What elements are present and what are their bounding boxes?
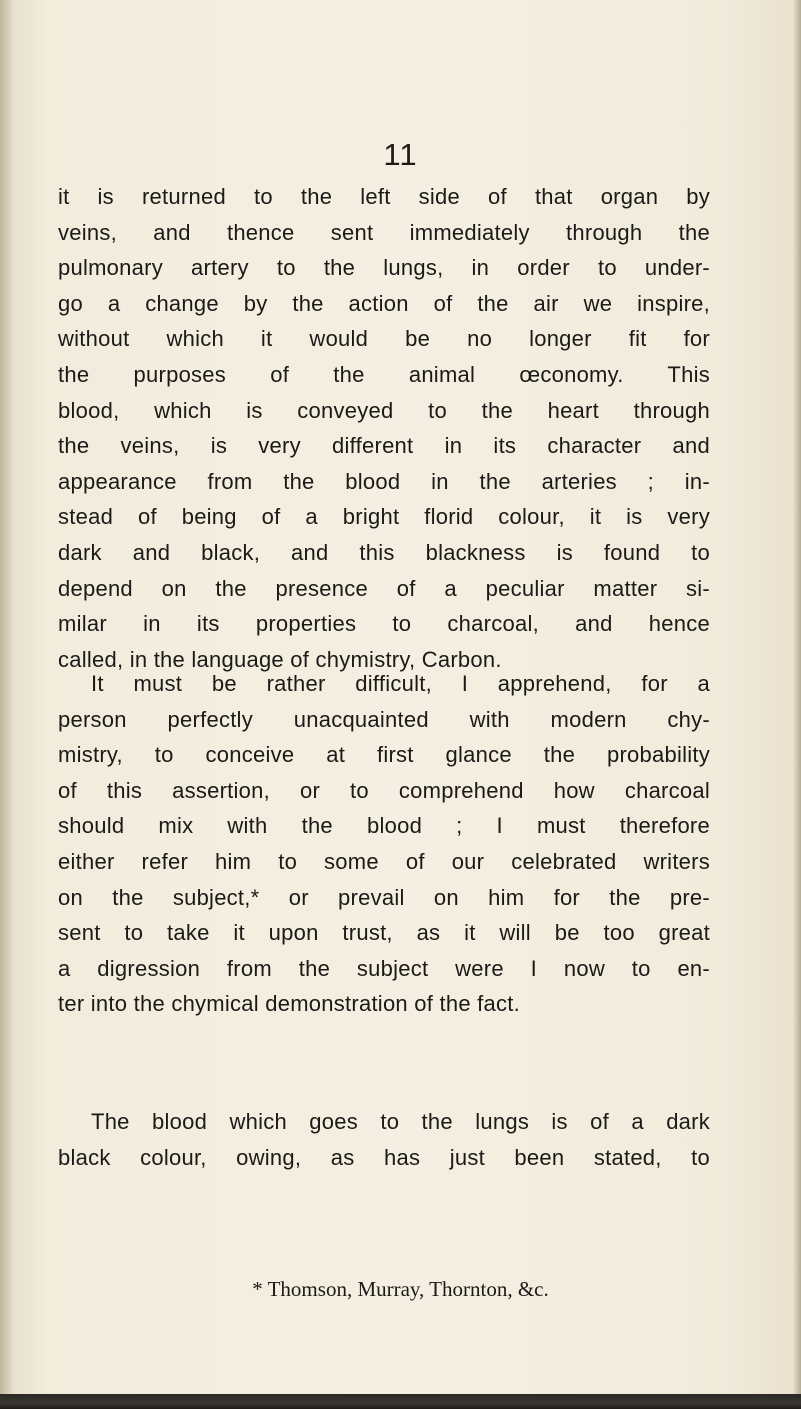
text-line: dark and black, and this blackness is found to xyxy=(58,539,710,565)
text-line: veins, and thence sent immediately through the xyxy=(58,219,710,245)
text-line: called, in the language of chymistry, Carbon. xyxy=(58,646,502,672)
text-line: milar in its properties to charcoal, and hence xyxy=(58,611,710,637)
text-line: blood, which is conveyed to the heart through xyxy=(58,397,710,423)
text-line: go a change by the action of the air we inspire, xyxy=(58,290,710,316)
text-line: appearance from the blood in the arteries ; in- xyxy=(58,468,710,494)
text-line: on the subject,* or prevail on him for the pre- xyxy=(58,884,710,910)
text-line: ter into the chymical demonstration of the fact. xyxy=(58,991,521,1017)
text-line: either refer him to some of our celebrated writers xyxy=(58,848,710,874)
text-line: It must be rather difficult, I apprehend, for a xyxy=(91,671,710,696)
text-line: sent to take it upon trust, as it will be too great xyxy=(58,920,710,946)
text-line: it is returned to the left side of that organ by xyxy=(58,184,710,209)
paragraph-1 xyxy=(58,179,710,677)
text-line: pulmonary artery to the lungs, in order to under- xyxy=(58,255,710,281)
paragraph-2 xyxy=(58,666,710,1022)
text-line: person perfectly unacquainted with modern chy- xyxy=(58,706,710,732)
footnote: * Thomson, Murray, Thornton, &c. xyxy=(252,1277,549,1301)
text-line: mistry, to conceive at first glance the probability xyxy=(58,742,710,768)
text-line: a digression from the subject were I now to en- xyxy=(58,955,710,981)
text-line: should mix with the blood ; I must therefore xyxy=(58,813,710,839)
text-line: The blood which goes to the lungs is of a dark xyxy=(91,1109,710,1134)
text-line: depend on the presence of a peculiar matter si- xyxy=(58,575,710,601)
binding-gutter-shadow xyxy=(0,0,14,1409)
page-number: 11 xyxy=(383,137,418,172)
text-line: without which it would be no longer fit for xyxy=(58,326,710,352)
text-line: black colour, owing, as has just been stated, to xyxy=(58,1144,710,1170)
text-line: stead of being of a bright florid colour, it is very xyxy=(58,504,710,530)
text-line: the veins, is very different in its character and xyxy=(58,433,710,459)
text-line: of this assertion, or to comprehend how charcoal xyxy=(58,777,710,803)
text-line: the purposes of the animal œconomy. This xyxy=(58,361,710,387)
paragraph-3 xyxy=(58,1104,710,1175)
page-edge-shadow xyxy=(793,0,801,1409)
bottom-edge-band xyxy=(0,1394,801,1409)
